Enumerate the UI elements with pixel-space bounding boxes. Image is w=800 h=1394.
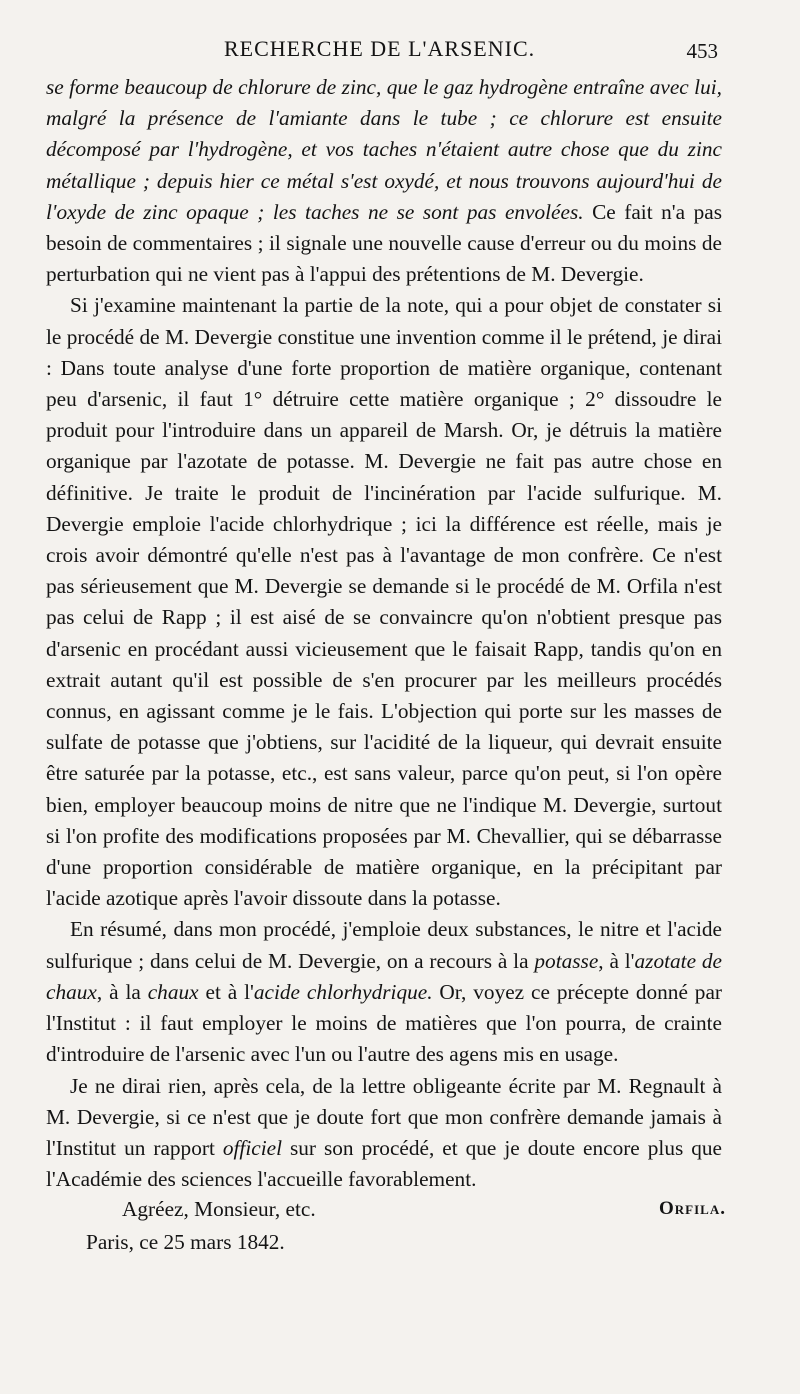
italic-quotation: se forme beaucoup de chlorure de zinc, que le gaz hydrogène entraîne avec lui, malgré la présence de l'amiante dans le tube ; ce chlorure est ensuite décomposé par l'hydrogène, et vos taches n'étaient autre chose que du zinc métallique ; depuis hier ce métal s'est oxydé, et nous trouvons aujourd'hui de l'oxyde de zinc opaque ; les taches ne se sont pas envolées. <box>46 75 722 224</box>
paragraph-text: et à l' <box>198 979 254 1004</box>
running-head: RECHERCHE DE L'ARSENIC. <box>224 36 536 61</box>
signature: Orfila. <box>659 1198 726 1220</box>
paragraph-text: sur son procédé, et que je doute encore plus que l'Académie des sciences l'accueille favorablement. <box>46 1135 722 1192</box>
paragraph-text: Ce fait n'a pas besoin de commentaires ; il signale une nouvelle cause d'erreur ou du moins de perturbation qui ne vient pas à l'appui des prétentions de M. Devergie. <box>46 199 722 287</box>
paragraph-text: , à l' <box>598 948 635 973</box>
salutation: Agréez, Monsieur, etc. <box>122 1197 316 1222</box>
paragraph-continuation <box>46 72 722 290</box>
paragraph-resume <box>46 914 722 1070</box>
page-number: 453 <box>686 39 718 63</box>
paragraph-text: En résumé, dans mon procédé, j'emploie deux substances, le nitre et l'acide sulfurique ; dans celui de M. Devergie, on a recours à la <box>46 917 722 973</box>
italic-term: acide chlorhydrique. <box>253 979 433 1004</box>
signoff <box>46 1195 726 1226</box>
italic-term: azotate de chaux <box>46 948 722 1004</box>
paragraph-text: Je ne dirai rien, après cela, de la lettre obligeante écrite par M. Regnault à M. Devergie, si ce n'est que je doute fort que mon confrère demande jamais à l'Institut un rapport <box>46 1073 722 1160</box>
italic-term: chaux <box>147 979 199 1004</box>
paragraph-regnault <box>46 1071 722 1196</box>
page-header <box>46 30 722 72</box>
paragraph-procedure: Si j'examine maintenant la partie de la note, qui a pour objet de constater si le procédé de M. Devergie constitue une invention comme il le prétend, je dirai : Dans toute analyse d'une forte proportion de matière organique, contenant peu d'arsenic, il faut 1° détruire cette matière organique ; 2° dissoudre le produit pour l'introduire dans un appareil de Marsh. Or, je détruis la matière organique par l'azotate de potasse. M. Devergie ne fait pas autre chose en définitive. Je traite le produit de l'incinération par l'acide sulfurique. M. Devergie emploie l'acide chlorhydrique ; ici la différence est réelle, mais je crois avoir démontré qu'elle n'est pas à l'avantage de mon confrère. Ce n'est pas sérieusement que M. Devergie se demande si le procédé de M. Orfila n'est pas celui de Rapp ; il est aisé de se convaincre qu'on n'obtient presque pas d'arsenic en procédant aussi vicieusement que le faisait Rapp, tandis qu'on en extrait autant qu'il est possible de s'en procurer par les meilleurs procédés connus, en agissant comme je le fais. L'objection qui porte sur les masses de sulfate de potasse que j'obtiens, sur l'acidité de la liqueur, qui devrait ensuite être saturée par la potasse, etc., est sans valeur, parce qu'on peut, si l'on opère bien, employer beaucoup moins de nitre que ne l'indique M. Devergie, surtout si l'on profite des modifications proposées par M. Chevallier, qui se débarrasse d'une proportion considérable de matière organique, en la précipitant par l'acide azotique après l'avoir dissoute dans la potasse. <box>46 293 722 911</box>
paragraph-text: Or, voyez ce précepte donné par l'Institut : il faut employer le moins de matières que l'on pourra, de crainte d'introduire de l'arsenic avec l'un ou l'autre des agens mis en usage. <box>46 979 722 1067</box>
italic-term: potasse <box>534 948 599 973</box>
italic-term: officiel <box>222 1135 282 1160</box>
dateline: Paris, ce 25 mars 1842. <box>86 1230 285 1255</box>
body-text <box>46 72 722 1195</box>
paragraph-text: , à la <box>96 979 148 1004</box>
